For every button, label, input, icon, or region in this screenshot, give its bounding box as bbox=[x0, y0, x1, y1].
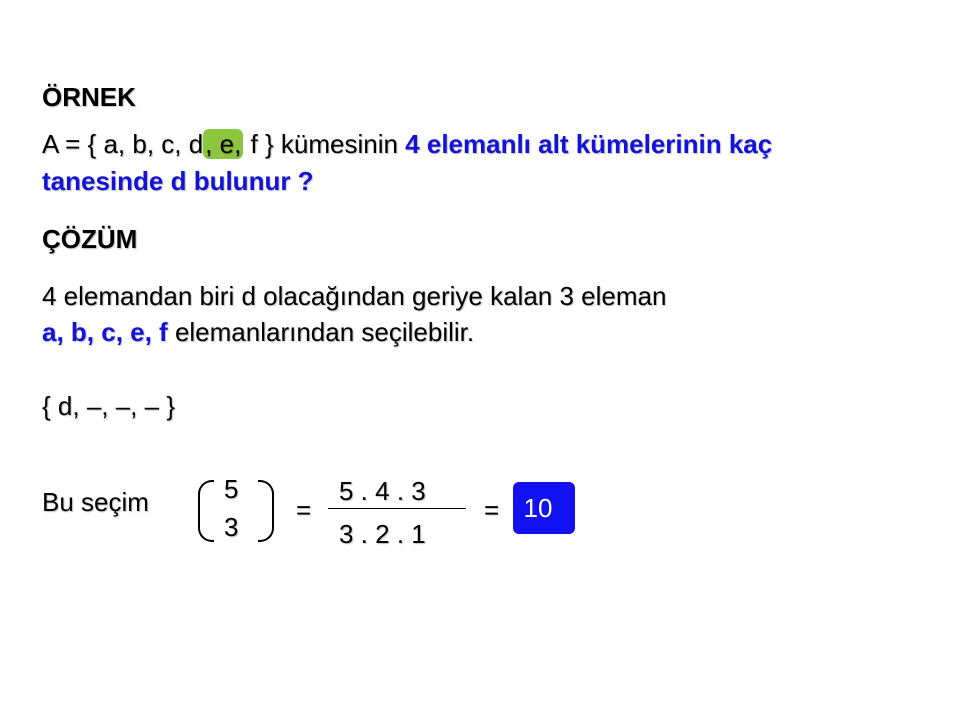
binomial-bottom: 3 bbox=[224, 512, 239, 542]
question-set-text: A = { a, b, c, d bbox=[42, 129, 204, 159]
fraction-numerator: 5 . 4 . 3 bbox=[339, 476, 426, 506]
equals-sign-1: = bbox=[296, 495, 312, 525]
solution-line-2 bbox=[42, 315, 474, 349]
binomial-left-paren bbox=[198, 480, 214, 542]
question-set-suffix: f } kümesinin bbox=[243, 129, 406, 159]
solution-elements: a, b, c, e, f bbox=[42, 317, 168, 347]
question-line-1 bbox=[42, 127, 772, 161]
fraction-bar bbox=[328, 508, 466, 509]
binomial-top: 5 bbox=[224, 474, 239, 504]
example-heading: ÖRNEK bbox=[42, 82, 136, 112]
answer-box bbox=[513, 482, 575, 534]
solution-line-1: 4 elemandan biri d olacağından geriye kalan 3 eleman bbox=[42, 281, 667, 311]
question-emphasis-2: tanesinde d bulunur ? bbox=[42, 166, 314, 196]
equals-sign-2: = bbox=[484, 495, 500, 525]
solution-line-2-rest: elemanlarından seçilebilir. bbox=[167, 317, 475, 347]
question-emphasis-1: 4 elemanlı alt kümelerinin kaç bbox=[405, 129, 773, 159]
question-highlight: , e, bbox=[205, 129, 242, 159]
calc-label: Bu seçim bbox=[42, 487, 149, 517]
fraction-denominator: 3 . 2 . 1 bbox=[339, 519, 426, 549]
binomial-right-paren bbox=[258, 480, 274, 542]
solution-heading: ÇÖZÜM bbox=[42, 224, 138, 254]
set-notation: { d, –, –, – } bbox=[42, 391, 175, 421]
answer-value: 10 bbox=[523, 493, 553, 523]
